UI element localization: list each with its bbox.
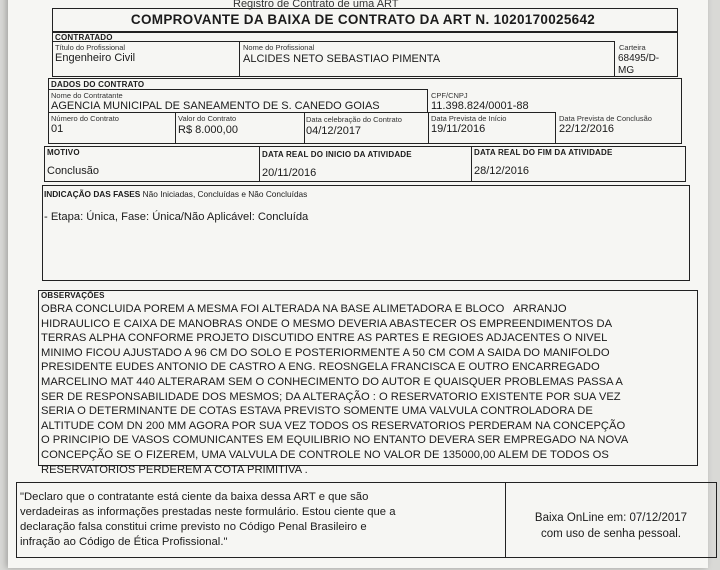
observacoes-line: MINIMO FICOU AJUSTADO A 96 CM DO SOLO E POSTERIORMENTE A 50 CM COM A SAIDA DO MANIFOLDO — [41, 346, 610, 359]
fases-label: INDICAÇÃO DAS FASES — [44, 189, 141, 199]
cnpj-value: 11.398.824/0001-88 — [431, 100, 529, 112]
declaracao-line: infração ao Código de Ética Profissional." — [20, 536, 228, 548]
fases-value: - Etapa: Única, Fase: Única/Não Aplicável: Concluída — [44, 211, 309, 223]
conclusao-prev-value: 22/12/2016 — [559, 123, 615, 135]
nome-value: ALCIDES NETO SEBASTIAO PIMENTA — [243, 53, 441, 65]
observacoes-line: ALTITUDE COM DN 200 MM AGORA POR SUA VEZ TODOS OS RESERVATORIOS PERDERAM NA CONCEPÇÃO — [41, 419, 626, 432]
fases-label-suffix: Não Iniciadas, Concluídas e Não Concluídas — [142, 189, 308, 199]
fim-real-value: 28/12/2016 — [474, 165, 530, 177]
observacoes-line: TERRAS ALPHA CONFORME PROJETO DISCUTIDO ENTRE AS PARTES E REGIOES ADJACENTES O NIVEL — [41, 332, 608, 345]
document-title: COMPROVANTE DA BAIXA DE CONTRATO DA ART N. 1020170025642 — [130, 12, 596, 27]
observacoes-text — [41, 302, 628, 477]
document-page — [8, 0, 708, 568]
observacoes-line: MARCELINO MAT 440 ALTERARAM SEM O CONHECIMENTO DO AUTOR E QUAISQUER PROBLEMAS PASSA A — [41, 375, 623, 388]
inicio-prev-value: 19/11/2016 — [431, 123, 486, 135]
baixa-line1: Baixa OnLine em: 07/12/2017 — [534, 512, 688, 524]
observacoes-line: PRESIDENTE EUDES ANTONIO DE CASTRO A ENG. REOSNGELA FRANCISCA E OUTRO ENCARREGADO — [41, 361, 600, 374]
contratado-heading: CONTRATADO — [55, 33, 113, 42]
declaracao-text — [20, 490, 396, 550]
numero-label: Número do Contrato — [51, 114, 119, 123]
titulo-label: Título do Profissional — [55, 43, 126, 52]
baixa-line2: com uso de senha pessoal. — [540, 528, 681, 540]
contratante-value: AGENCIA MUNICIPAL DE SANEAMENTO DE S. CANEDO GOIAS — [51, 100, 380, 112]
numero-value: 01 — [51, 123, 64, 135]
observacoes-line: HIDRAULICO E CAIXA DE MANOBRAS ONDE O MESMO DEVERIA ABASTECER OS EMPREENDIMENTOS DA — [41, 317, 613, 330]
fim-real-label: DATA REAL DO FIM DA ATIVIDADE — [474, 148, 613, 157]
cnpj-label: CPF/CNPJ — [431, 91, 468, 100]
fases-heading — [44, 189, 307, 199]
observacoes-label: OBSERVAÇÕES — [41, 291, 105, 300]
declaracao-line: declaração falsa constitui crime previsto no Código Penal Brasileiro e — [20, 521, 367, 533]
inicio-prev-label: Data Prevista de Início — [431, 114, 507, 123]
observacoes-line: OBRA CONCLUIDA POREM A MESMA FOI ALTERADA NA BASE ALIMETADORA E BLOCO ARRANJO — [41, 303, 567, 315]
top-partial-text: Registro de Contrato de uma ART — [233, 0, 399, 10]
nome-label: Nome do Profissional — [243, 43, 315, 52]
motivo-label: MOTIVO — [47, 148, 80, 157]
observacoes-line: O PRINCIPIO DE VASOS COMUNICANTES EM EQUILIBRIO NO ENTANTO DEVERA SER EMPREGADO NA NOVA — [41, 434, 629, 447]
valor-value: R$ 8.000,00 — [178, 124, 238, 136]
declaracao-line: verdadeiras as informações prestadas neste formulário. Estou ciente que a — [20, 506, 396, 518]
conclusao-prev-label: Data Prevista de Conclusão — [559, 114, 652, 123]
celebracao-label: Data celebração do Contrato — [306, 115, 402, 124]
carteira-value: 68495/D- — [618, 53, 660, 64]
observacoes-line: CONCEPÇÃO SE O FIZEREM, UMA VALVULA DE CONTROLE NO VALOR DE 135000,00 ALEM DE TODOS OS — [41, 448, 609, 461]
fases-section — [42, 185, 690, 281]
declaracao-line: "Declaro que o contratante está ciente da baixa dessa ART e que são — [20, 491, 369, 503]
titulo-value: Engenheiro Civil — [55, 52, 136, 64]
valor-label: Valor do Contrato — [178, 114, 237, 123]
inicio-real-label: DATA REAL DO INICIO DA ATIVIDADE — [262, 150, 412, 159]
observacoes-line: SER DE RESPONSABILIDADE DOS MESMOS; DA ALTERAÇÃO : O RESERVATORIO EXISTENTE POR SUA VEZ — [41, 390, 621, 403]
inicio-real-value: 20/11/2016 — [262, 167, 317, 179]
dados-heading: DADOS DO CONTRATO — [51, 80, 145, 89]
observacoes-line: SERIA O DETERMINANTE DE COTAS ESTAVA PREVISTO SOMENTE UMA VALVULA CONTROLADORA DE — [41, 405, 593, 418]
observacoes-line: RESERVATORIOS PERDEREM A COTA PRIMITIVA . — [41, 463, 308, 476]
contratante-label: Nome do Contratante — [51, 91, 123, 100]
celebracao-value: 04/12/2017 — [306, 125, 362, 137]
carteira-value-state: MG — [618, 65, 635, 76]
motivo-value: Conclusão — [47, 165, 99, 177]
carteira-label: Carteira — [619, 43, 646, 52]
